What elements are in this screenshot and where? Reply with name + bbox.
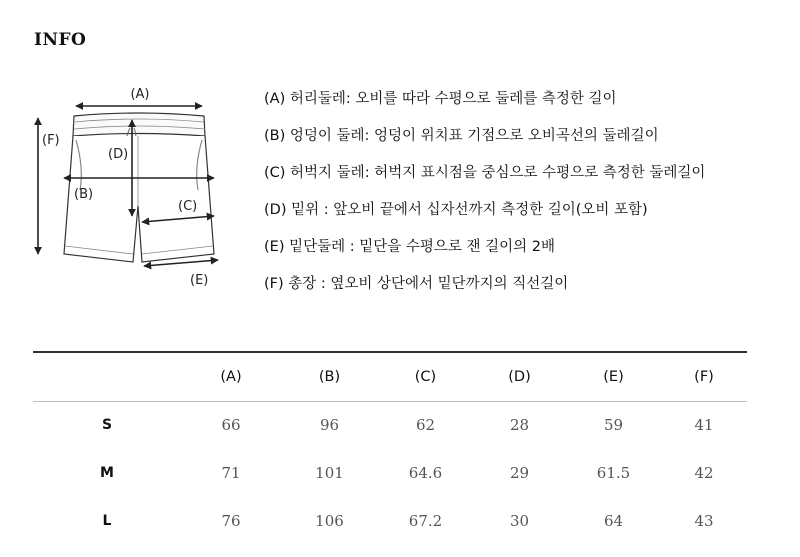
label-a: (A) <box>130 87 150 102</box>
table-cell: 42 <box>694 464 714 482</box>
table-cell: 106 <box>315 512 344 530</box>
table-cell: 66 <box>221 416 241 435</box>
table-cell: 28 <box>509 416 530 435</box>
table-header-row <box>33 352 747 401</box>
label-f: (F) <box>42 133 60 148</box>
label-c: (C) <box>178 199 198 214</box>
size-label: M <box>100 465 114 481</box>
table-cell: 64 <box>603 512 624 530</box>
description-b: (B) 엉덩이 둘레: 엉덩이 위치표 기점으로 오비곡선의 둘레길이 <box>264 128 659 144</box>
table-cell: 61.5 <box>596 464 631 482</box>
size-label: S <box>101 417 113 434</box>
header-cell: (E) <box>566 352 661 401</box>
description-c: (C) 허벅지 둘레: 허벅지 표시점을 중심으로 수평으로 측정한 둘레길이 <box>264 165 706 181</box>
header-cell <box>33 352 181 401</box>
table-cell: 29 <box>509 464 530 482</box>
table-cell: 71 <box>221 464 241 482</box>
header-cell: (F) <box>661 352 747 401</box>
size-label: L <box>102 513 112 529</box>
label-e: (E) <box>190 273 209 288</box>
header-cell: (D) <box>473 352 566 401</box>
label-d: (D) <box>108 147 129 162</box>
description-e: (E) 밑단둘레 : 밑단을 수평으로 잰 길이의 2배 <box>264 239 555 255</box>
table-cell: 59 <box>603 416 624 435</box>
table-cell: 62 <box>415 416 436 435</box>
table-cell: 96 <box>319 416 340 435</box>
info-title: INFO <box>34 30 87 50</box>
table-cell: 101 <box>315 464 344 482</box>
table-cell: 67.2 <box>408 512 443 530</box>
description-a: (A) 허리둘레: 오비를 따라 수평으로 둘레를 측정한 길이 <box>264 91 617 107</box>
measurement-descriptions <box>264 86 705 308</box>
size-table <box>33 351 747 545</box>
table-row <box>33 497 747 545</box>
header-cell: (C) <box>378 352 473 401</box>
header-cell: (B) <box>281 352 378 401</box>
table-cell: 43 <box>694 512 714 530</box>
description-f: (F) 총장 : 옆오비 상단에서 밑단까지의 직선길이 <box>264 276 569 292</box>
header-cell: (A) <box>181 352 281 401</box>
table-cell: 41 <box>694 416 714 435</box>
table-cell: 30 <box>509 512 530 530</box>
table-cell: 64.6 <box>408 464 443 482</box>
table-row <box>33 401 747 449</box>
table-cell: 76 <box>221 512 241 530</box>
shorts-measurement-diagram <box>28 78 238 290</box>
label-b: (B) <box>74 187 94 202</box>
table-row <box>33 449 747 497</box>
description-d: (D) 밑위 : 앞오비 끝에서 십자선까지 측정한 길이(오비 포함) <box>264 202 648 218</box>
